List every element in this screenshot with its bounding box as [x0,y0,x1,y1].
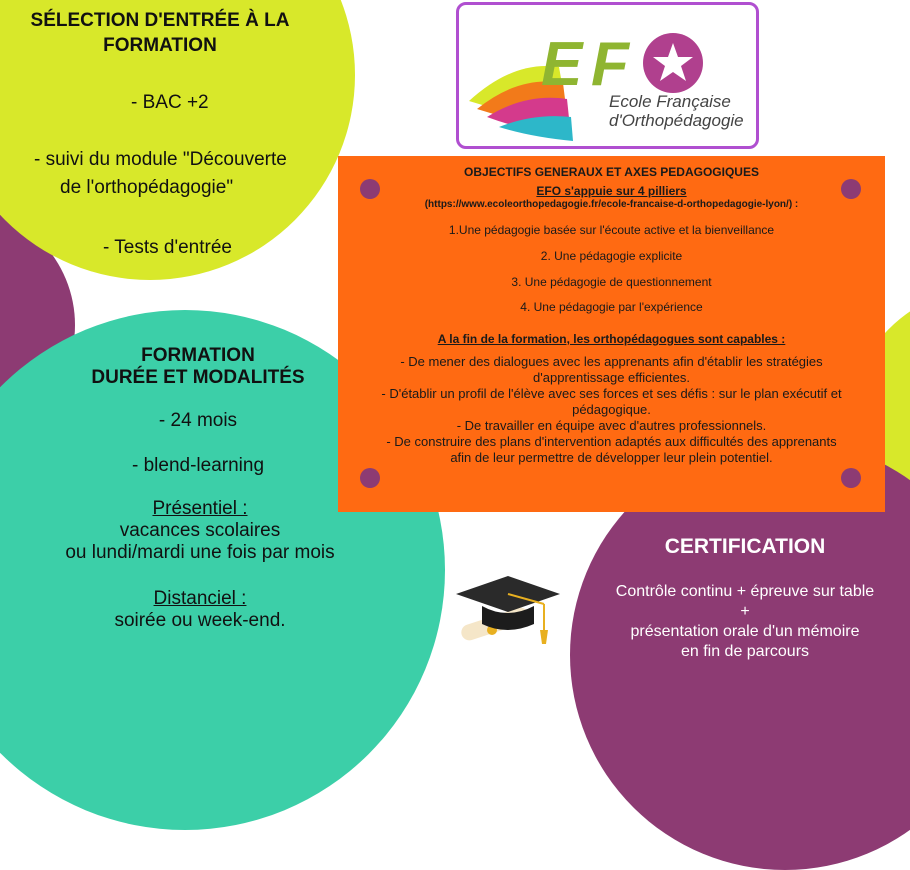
presentiel-label: Présentiel : [152,498,248,519]
logo-name: Ecole Française d'Orthopédagogie [609,92,744,130]
objectives-panel [338,156,885,512]
formation-duration: - 24 mois [158,410,238,431]
objectives-title: OBJECTIFS GENERAUX ET AXES PEDAGOGIQUES [464,165,759,179]
certification-title: CERTIFICATION [664,535,826,558]
pillar-1: 1.Une pédagogie basée sur l'écoute active et la bienveillance [448,223,775,237]
graduation-cap-icon [452,568,562,658]
efo-logo [456,2,759,149]
certification-details: Contrôle continu + épreuve sur table + présentation orale d'un mémoire en fin de parcours [615,583,875,660]
capability-line: - D'établir un profil de l'élève avec ses forces et ses défis : sur le plan exécutif et [381,386,842,401]
capability-line: pédagogique. [572,402,651,417]
selection-item-module-line2: de l'orthopédagogie" [60,177,234,198]
presentiel-line2: ou lundi/mardi une fois par mois [65,542,335,563]
capability-line: - De travailler en équipe avec d'autres professionnels. [456,418,767,433]
svg-text:F: F [591,30,629,99]
pillar-3: 3. Une pédagogie de questionnement [511,275,712,289]
svg-text:E: E [541,30,583,99]
capability-line: - De mener des dialogues avec les apprenants afin d'établir les stratégies [400,354,823,369]
presentiel-line1: vacances scolaires [119,520,281,541]
distanciel-block [0,588,400,632]
capability-line: d'apprentissage efficientes. [533,370,690,385]
formation-title: FORMATION DURÉE ET MODALITÉS [91,345,305,388]
selection-item-tests: - Tests d'entrée [103,237,232,258]
capabilities-list [338,354,885,466]
decorative-dot [360,468,380,488]
capability-line: - De construire des plans d'intervention adaptés aux difficultés des apprenants [386,434,837,449]
formation-mode: - blend-learning [131,455,265,476]
pillar-4: 4. Une pédagogie par l'expérience [520,300,703,314]
pillar-2: 2. Une pédagogie explicite [540,249,683,263]
capability-line: afin de leur permettre de développer leur plein potentiel. [450,450,773,465]
efo-url: (https://www.ecoleorthopedagogie.fr/ecole-francaise-d-orthopedagogie-lyon/) : [424,199,799,210]
distanciel-value: soirée ou week-end. [114,610,286,631]
pillars-heading: EFO s'appuie sur 4 pilliers [536,184,687,198]
distanciel-label: Distanciel : [153,588,247,609]
capable-heading: A la fin de la formation, les orthopédagogues sont capables : [437,332,786,346]
selection-item-module-line1: - suivi du module "Découverte [34,149,287,170]
selection-title: SÉLECTION D'ENTRÉE À LA FORMATION [30,10,290,56]
selection-item-bac: - BAC +2 [131,92,209,113]
decorative-dot [841,468,861,488]
